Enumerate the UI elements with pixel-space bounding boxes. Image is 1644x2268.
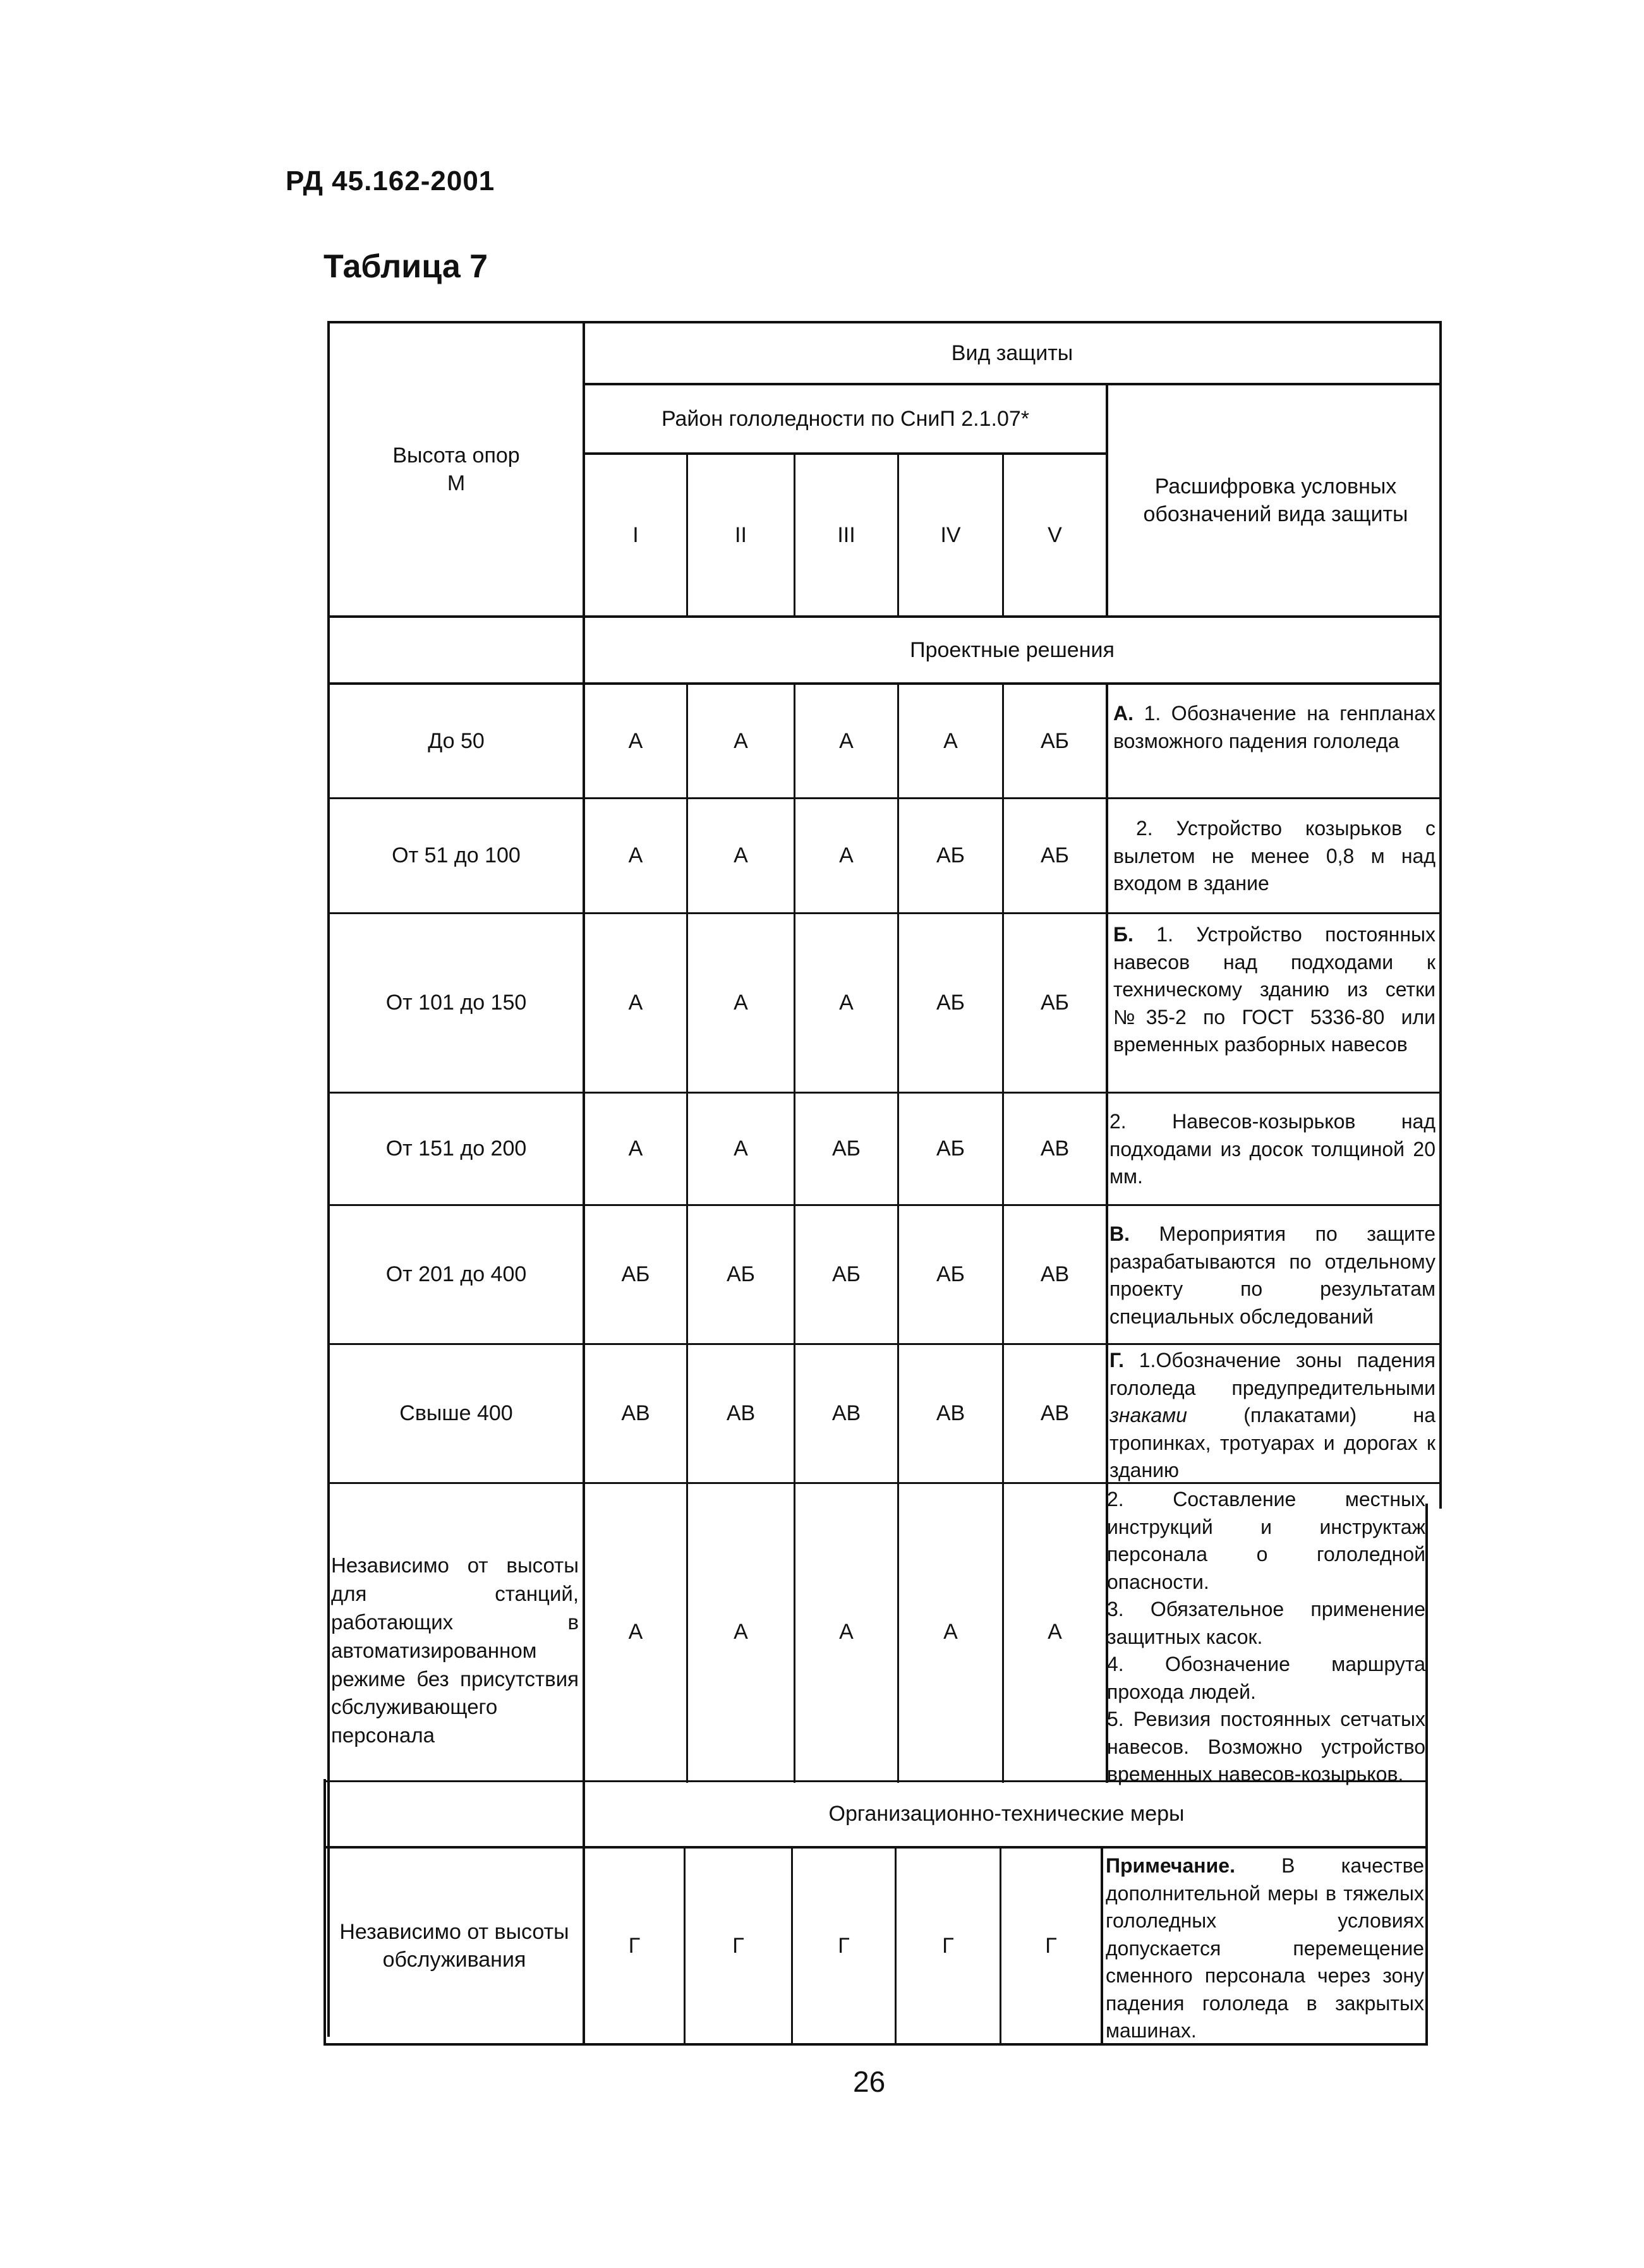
row-3-region-3: А <box>839 991 854 1015</box>
decode-g1-text-c: (плакатами) на тропинках, тротуарах и дорогах к зданию <box>1109 1404 1435 1482</box>
row-5-region-2: АБ <box>727 1262 755 1287</box>
row-2-region-1: А <box>628 843 643 868</box>
header-region-2: II <box>735 522 747 547</box>
row-6-region-5: АВ <box>1040 1401 1070 1426</box>
row-height-4: От 151 до 200 <box>385 1137 527 1161</box>
decode-g1-text-b: знаками <box>1109 1404 1187 1427</box>
decode-b1-text: 1. Устройство постоянных навесов над подходами к техническому зданию из сетки №35-2 по ГОСТ 5336-80 или временных разборных навесов <box>1113 923 1435 1056</box>
row-4-region-3: АБ <box>832 1137 861 1161</box>
row-height-2: От 51 до 100 <box>392 843 521 868</box>
decode-g4: 4. Обозначение маршрута прохода людей. <box>1107 1653 1425 1703</box>
row-4-region-2: А <box>734 1137 748 1161</box>
doc-code: РД 45.162-2001 <box>286 166 495 196</box>
decode-note-label: Примечание. <box>1106 1854 1235 1877</box>
row-7-region-3: А <box>839 1620 854 1644</box>
decode-note-text: В качестве дополнительной меры в тяжелых гололедных условиях допускается перемещение сменного персонала через зону падения гололеда в закрытых машинах. <box>1106 1854 1424 2042</box>
decode-a2: 2. Устройство козырьков с вылетом не менее 0,8 м над входом в здание <box>1113 817 1435 895</box>
row-6-region-4: АВ <box>936 1401 965 1426</box>
row-3-region-2: А <box>734 991 748 1015</box>
row-1-region-4: А <box>943 728 958 753</box>
row-2-region-3: А <box>839 843 854 868</box>
row-5-region-3: АБ <box>832 1262 861 1287</box>
row-3-region-4: АБ <box>936 991 965 1015</box>
row-4-region-4: АБ <box>936 1137 965 1161</box>
decode-g3: 3. Обязательное применение защитных касок. <box>1107 1598 1425 1648</box>
decode-a1-text: 1. Обозначение на генпланах возможного падения гололеда <box>1113 702 1436 752</box>
row-6-region-3: АВ <box>831 1401 861 1426</box>
row-7-region-4: А <box>943 1620 958 1644</box>
row-3-region-5: АБ <box>1041 991 1069 1015</box>
org-row-region-4: Г <box>942 1933 954 1958</box>
row-3-region-1: А <box>628 991 643 1015</box>
header-region-3: III <box>837 522 855 547</box>
row-4-region-5: АВ <box>1040 1137 1070 1161</box>
row-height-1: До 50 <box>428 728 485 753</box>
decode-g1 <box>1104 1347 1439 1485</box>
row-6-region-1: АВ <box>621 1401 650 1426</box>
row-height-3: От 101 до 150 <box>385 991 527 1015</box>
decode-v-label: В. <box>1109 1222 1130 1245</box>
section-design: Проектные решения <box>910 637 1115 662</box>
header-region: Район гололедности по СниП 2.1.07* <box>661 406 1030 431</box>
decode-a1 <box>1108 700 1439 755</box>
decode-b2: 2. Навесов-козырьков над подходами из досок толщиной 20 мм. <box>1109 1110 1435 1188</box>
row-7-region-1: А <box>628 1620 643 1644</box>
row-2-region-5: АБ <box>1041 843 1069 868</box>
header-protection: Вид защиты <box>951 341 1073 365</box>
header-decode: Расшифровка условных обозначений вида защиты <box>1143 474 1408 526</box>
decode-g2-5 <box>1102 1486 1429 1788</box>
decode-g1-text-a: 1.Обозначение зоны падения гололеда предупредительными <box>1109 1349 1436 1399</box>
decode-v <box>1104 1221 1439 1330</box>
decode-g1-label: Г. <box>1109 1349 1125 1372</box>
org-row-height: Независимо от высоты обслуживания <box>339 1919 569 1972</box>
row-height-6: Свыше 400 <box>399 1401 513 1426</box>
table-border-right <box>1439 321 1442 1509</box>
decode-g5: 5. Ревизия постоянных сетчатых навесов. Возможно устройство временных навесов-козырьков. <box>1107 1708 1425 1786</box>
row-1-region-3: А <box>839 728 854 753</box>
decode-note <box>1101 1852 1428 2045</box>
row-5-region-4: АБ <box>936 1262 965 1287</box>
row-height-5: От 201 до 400 <box>385 1262 527 1287</box>
decode-b1 <box>1108 921 1439 1059</box>
vline-decode <box>1106 384 1108 617</box>
org-row-region-3: Г <box>838 1933 850 1958</box>
row-7-region-2: А <box>734 1620 748 1644</box>
org-row-region-1: Г <box>628 1933 641 1958</box>
decode-b1-label: Б. <box>1113 923 1133 946</box>
header-region-1: I <box>632 522 639 547</box>
header-height: Высота опор М <box>392 443 520 495</box>
decode-g2: 2. Составление местных инструкций и инструктаж персонала о гололедной опасности. <box>1107 1488 1425 1593</box>
row-1-region-5: АБ <box>1041 728 1069 753</box>
row-2-region-4: АБ <box>936 843 965 868</box>
table-title: Таблица 7 <box>323 248 488 285</box>
row-7-region-5: А <box>1048 1620 1062 1644</box>
row-2-region-2: А <box>734 843 748 868</box>
row-5-region-5: АВ <box>1040 1262 1070 1287</box>
row-1-region-2: А <box>734 728 748 753</box>
header-region-5: V <box>1048 522 1062 547</box>
row-height-7: Независимо от высоты для станций, работающих в автоматизированном режиме без присутствия сбслуживающего персонала <box>331 1553 579 1747</box>
row-5-region-1: АБ <box>621 1262 650 1287</box>
page-number: 26 <box>853 2065 886 2098</box>
decode-v-text: Мероприятия по защите разрабатываются по отдельному проекту по результатам специальных обследований <box>1109 1222 1436 1328</box>
decode-a1-label: А. <box>1113 702 1133 725</box>
org-row-region-5: Г <box>1045 1933 1057 1958</box>
section-org: Организационно-технические меры <box>828 1802 1185 1826</box>
header-region-4: IV <box>940 522 961 547</box>
row-6-region-2: АВ <box>726 1401 756 1426</box>
row-1-region-1: А <box>628 728 643 753</box>
org-row-region-2: Г <box>732 1933 744 1958</box>
row-4-region-1: А <box>628 1137 643 1161</box>
